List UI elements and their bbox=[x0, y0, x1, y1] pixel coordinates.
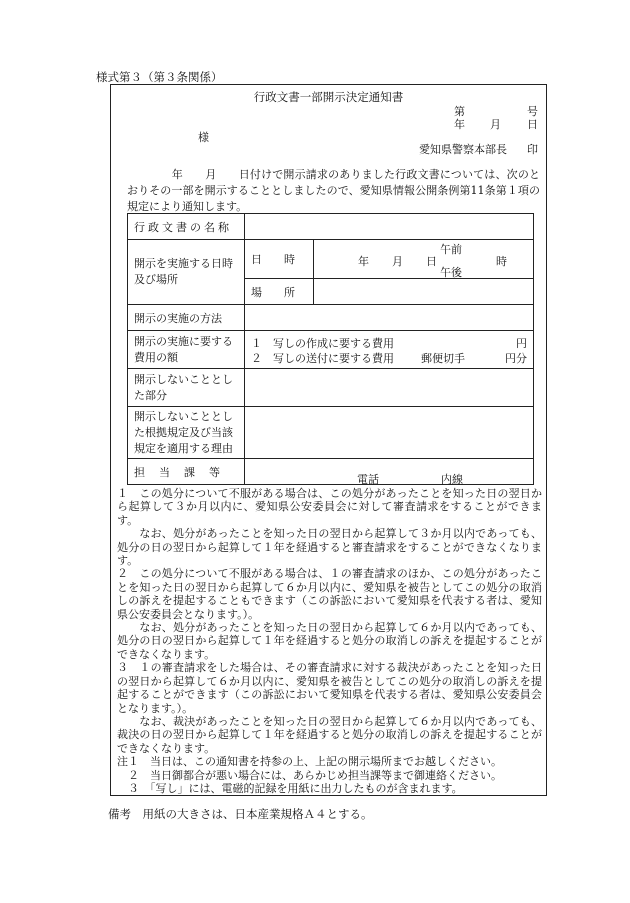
date-month: 月 bbox=[490, 118, 501, 131]
reason-label: 開示しないこととした根拠規定及び当該規定を適用する理由 bbox=[128, 407, 245, 459]
datetime-year: 年 bbox=[358, 255, 369, 268]
cost-item-1: １ 写しの作成に要する費用 bbox=[251, 336, 394, 350]
doc-name-value bbox=[245, 214, 534, 240]
reason-value bbox=[245, 407, 534, 459]
number-prefix: 第 bbox=[454, 105, 465, 118]
cost-item-2: ２ 写しの送付に要する費用 bbox=[251, 351, 394, 365]
doc-name-label: 行政文書の名称 bbox=[128, 214, 245, 240]
date-day: 日 bbox=[527, 118, 538, 131]
cost-value bbox=[245, 331, 534, 369]
note-2: ２ この処分について不服がある場合は、１の審査請求のほか、この処分があったことを知った日の翌日から起算して６か月以内に、愛知県を被告としてこの処分の取消しの訴えを提起することもできます（この訴訟において愛知県を代表する者は、愛知県公安委員会となります。）。 bbox=[117, 567, 542, 621]
contact-label: 担当課等 bbox=[128, 459, 245, 485]
number-suffix: 号 bbox=[527, 105, 538, 118]
phone-label: 電話 bbox=[357, 473, 379, 486]
note-3-supplement: なお、裁決があったことを知った日の翌日から起算して６か月以内であっても、裁決の日の翌日から起算して１年を経過すると処分の取消しの訴えを提起することができなくなります。 bbox=[117, 714, 542, 755]
remark-note-3: ３ 「写し」には、電磁的記録を用紙に出力したものが含まれます。 bbox=[117, 781, 463, 795]
issuer-name: 愛知県警察本部長 bbox=[419, 143, 507, 156]
cost-item-2-stamp: 郵便切手 bbox=[421, 351, 465, 365]
note-1: １ この処分について不服がある場合は、この処分があったことを知った日の翌日から起算して３か月以内に、愛知県公安委員会に対して審査請求をすることができます。 bbox=[117, 487, 542, 527]
datetime-day: 日 bbox=[426, 255, 437, 268]
seal-mark: 印 bbox=[527, 143, 538, 156]
note-3: ３ １の審査請求をした場合は、その審査請求に対する裁決があったことを知った日の翌日から起算して６か月以内に、愛知県を被告としてこの処分の取消しの訴えを提起することができます（この訴訟において愛知県を代表する者は、愛知県公安委員会となります。）。 bbox=[117, 661, 542, 715]
place-label: 場 所 bbox=[245, 279, 314, 305]
undisclosed-part-label: 開示しないこととした部分 bbox=[128, 369, 245, 407]
note-2-supplement: なお、処分があったことを知った日の翌日から起算して６か月以内であっても、処分の日の翌日から起算して１年を経過すると処分の取消しの訴えを提起することができなくなります。 bbox=[117, 621, 542, 661]
document-title: 行政文書一部開示決定通知書 bbox=[253, 90, 404, 104]
form-number-label: 様式第３（第３条関係） bbox=[96, 70, 223, 84]
addressee-honorific: 様 bbox=[198, 131, 209, 144]
pm-label: 午後 bbox=[440, 266, 462, 279]
remark-note-2: ２ 当日御都合が悪い場合には、あらかじめ担当課等まで御連絡ください。 bbox=[117, 768, 502, 782]
datetime-sub-label: 日 時 bbox=[245, 240, 314, 279]
cost-item-1-unit: 円 bbox=[516, 336, 527, 350]
date-year: 年 bbox=[454, 118, 465, 131]
datetime-label: 開示を実施する日時及び場所 bbox=[128, 240, 245, 305]
method-value bbox=[245, 305, 534, 331]
intro-paragraph: 年 月 日付けで開示請求のありました行政文書については、次のとおりその一部を開示することとしましたので、愛知県情報公開条例第11条第１項の規定により通知します。 bbox=[127, 168, 540, 213]
disclosure-info-table bbox=[127, 213, 534, 485]
note-1-supplement: なお、処分があったことを知った日の翌日から起算して３か月以内であっても、処分の日の翌日から起算して１年を経過すると審査請求をすることができなくなります。 bbox=[117, 527, 542, 568]
method-label: 開示の実施の方法 bbox=[128, 305, 245, 331]
notes-section bbox=[117, 487, 542, 795]
undisclosed-part-value bbox=[245, 369, 534, 407]
datetime-value bbox=[314, 240, 534, 279]
datetime-month: 月 bbox=[392, 255, 403, 268]
place-value bbox=[314, 279, 534, 305]
notice-frame bbox=[110, 84, 547, 796]
remark-note-1: 注１ 当日は、この通知書を持参の上、上記の開示場所までお越しください。 bbox=[117, 755, 502, 769]
hour-label: 時 bbox=[496, 255, 507, 268]
extension-label: 内線 bbox=[441, 473, 463, 486]
am-label: 午前 bbox=[440, 243, 462, 256]
cost-label: 開示の実施に要する費用の額 bbox=[128, 331, 245, 369]
cost-item-2-unit: 円分 bbox=[505, 351, 527, 365]
contact-value bbox=[245, 459, 534, 485]
paper-size-remark: 備考 用紙の大きさは、日本産業規格Ａ４とする。 bbox=[108, 807, 373, 821]
